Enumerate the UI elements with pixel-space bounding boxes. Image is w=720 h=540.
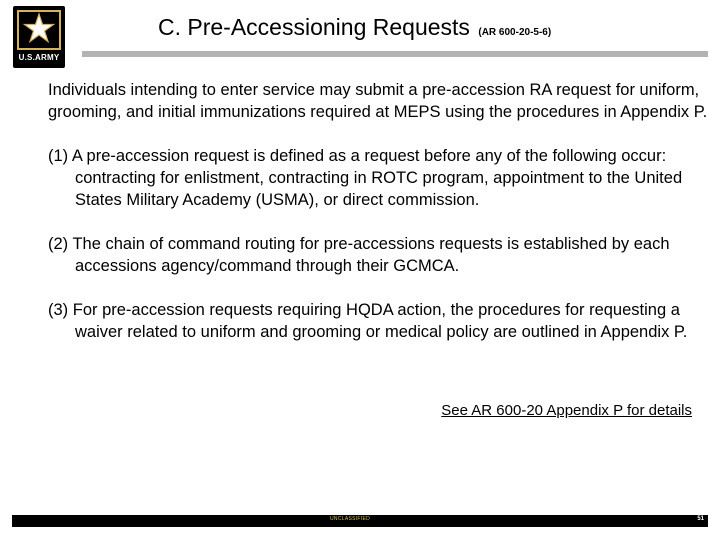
list-item: (2) The chain of command routing for pre-accessions requests is established by each accessions agency/command through their GCMCA. — [48, 235, 670, 275]
title-text: C. Pre-Accessioning Requests — [158, 14, 470, 40]
footer-bar — [12, 515, 708, 527]
page-number: 51 — [697, 516, 704, 522]
page-title — [158, 14, 551, 41]
classification-label: UNCLASSIFIED — [330, 516, 370, 522]
list-item: (3) For pre-accession requests requiring HQDA action, the procedures for requesting a waiver related to uniform and grooming or medical policy are outlined in Appendix P. — [48, 301, 688, 341]
intro-paragraph: Individuals intending to enter service may submit a pre-accession RA request for uniform, grooming, and initial immunizations required at MEPS using the procedures in Appendix P. — [48, 81, 708, 121]
logo-text: U.S.ARMY — [18, 53, 60, 62]
title-reference: (AR 600-20-5-6) — [478, 27, 552, 38]
army-star-icon — [13, 6, 65, 54]
list-item: (1) A pre-accession request is defined as a request before any of the following occur: contracting for enlistment, contracting in ROTC program, appointment to the United States Military Academy (USMA), or direct commission. — [48, 147, 683, 209]
slide-content — [48, 79, 708, 343]
appendix-link[interactable]: See AR 600-20 Appendix P for details — [441, 402, 692, 419]
army-logo — [13, 6, 65, 68]
header-divider — [82, 51, 708, 57]
